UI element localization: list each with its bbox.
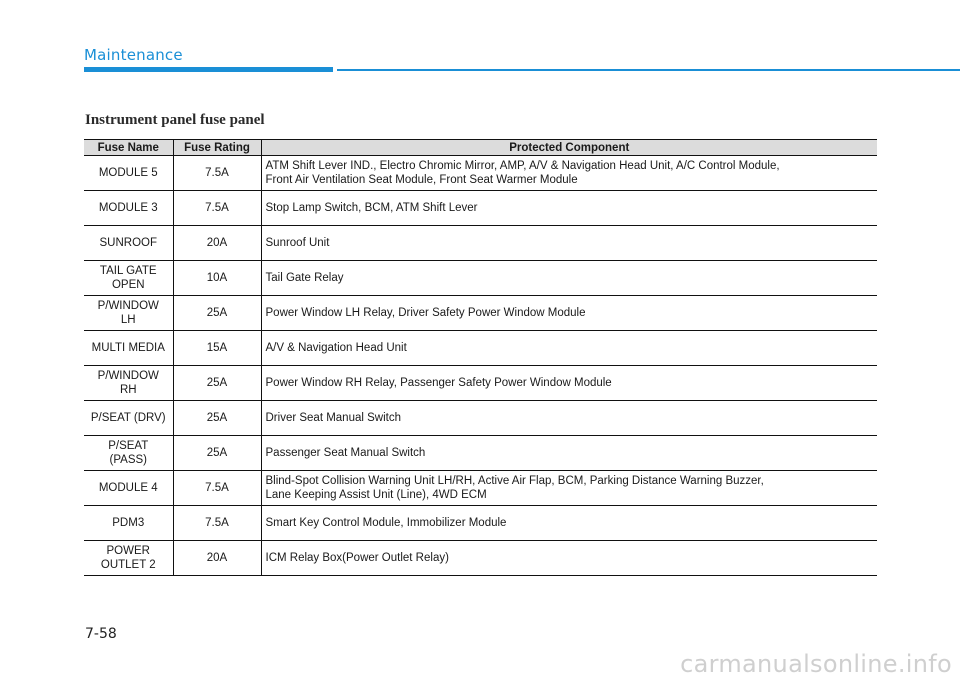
protected-component-line: Stop Lamp Switch, BCM, ATM Shift Lever xyxy=(265,202,478,214)
protected-component-line: ICM Relay Box(Power Outlet Relay) xyxy=(265,552,449,564)
fuse-name-cell xyxy=(84,331,173,366)
fuse-rating-cell: 7.5A xyxy=(173,471,261,506)
protected-component-line: Tail Gate Relay xyxy=(265,272,344,284)
protected-component-line: ATM Shift Lever IND., Electro Chromic Mirror, AMP, A/V & Navigation Head Unit, A/C Control Module, xyxy=(265,160,780,172)
fuse-name-line: RH xyxy=(119,384,137,396)
protected-component-line: Blind-Spot Collision Warning Unit LH/RH, Active Air Flap, BCM, Parking Distance Warning Buzzer, xyxy=(265,475,764,487)
protected-component-line: Front Air Ventilation Seat Module, Front Seat Warmer Module xyxy=(265,174,578,186)
fuse-name-cell xyxy=(84,366,173,401)
table-row xyxy=(84,156,877,191)
fuse-name-cell xyxy=(84,156,173,191)
protected-component-line: Power Window RH Relay, Passenger Safety Power Window Module xyxy=(265,377,612,389)
fuse-name-line: (PASS) xyxy=(109,454,147,466)
fuse-rating-cell: 20A xyxy=(173,226,261,261)
fuse-name-line: POWER xyxy=(106,545,150,557)
table-row xyxy=(84,506,877,541)
protected-component-line: Smart Key Control Module, Immobilizer Module xyxy=(265,517,507,529)
column-header: Fuse Name xyxy=(84,140,173,156)
fuse-name-line: MULTI MEDIA xyxy=(91,342,165,354)
fuse-name-cell xyxy=(84,436,173,471)
table-row xyxy=(84,436,877,471)
section-title: Maintenance xyxy=(84,46,183,64)
protected-component-cell xyxy=(261,226,877,261)
table-row xyxy=(84,541,877,576)
fuse-name-cell xyxy=(84,261,173,296)
page-title: Instrument panel fuse panel xyxy=(85,112,265,128)
table-row xyxy=(84,366,877,401)
fuse-rating-cell: 25A xyxy=(173,296,261,331)
fuse-name-line: MODULE 5 xyxy=(98,167,158,179)
table-row xyxy=(84,401,877,436)
fuse-name-cell xyxy=(84,506,173,541)
fuse-name-line: P/SEAT (DRV) xyxy=(90,412,166,424)
table-row xyxy=(84,296,877,331)
table-row xyxy=(84,471,877,506)
fuse-name-cell xyxy=(84,191,173,226)
column-header: Protected Component xyxy=(261,140,877,156)
protected-component-cell xyxy=(261,366,877,401)
fuse-name-line: OUTLET 2 xyxy=(100,559,156,571)
fuse-name-line: OPEN xyxy=(111,279,145,291)
table-row xyxy=(84,191,877,226)
fuse-name-line: P/WINDOW xyxy=(97,300,159,312)
page-number: 7-58 xyxy=(85,626,117,642)
protected-component-cell xyxy=(261,471,877,506)
protected-component-cell xyxy=(261,436,877,471)
fuse-name-line: TAIL GATE xyxy=(99,265,157,277)
fuse-name-cell xyxy=(84,471,173,506)
watermark: carmanualsonline.info xyxy=(680,650,952,678)
fuse-name-cell xyxy=(84,296,173,331)
protected-component-cell xyxy=(261,401,877,436)
fuse-rating-cell: 25A xyxy=(173,401,261,436)
table-row xyxy=(84,226,877,261)
protected-component-line: Power Window LH Relay, Driver Safety Power Window Module xyxy=(265,307,586,319)
protected-component-cell xyxy=(261,191,877,226)
fuse-table xyxy=(84,139,877,576)
protected-component-cell xyxy=(261,331,877,366)
fuse-rating-cell: 15A xyxy=(173,331,261,366)
protected-component-cell xyxy=(261,506,877,541)
fuse-name-line: SUNROOF xyxy=(99,237,157,249)
table-row xyxy=(84,331,877,366)
table-header-row xyxy=(84,140,877,156)
protected-component-cell xyxy=(261,541,877,576)
fuse-rating-cell: 25A xyxy=(173,366,261,401)
fuse-name-line: PDM3 xyxy=(112,517,145,529)
fuse-name-line: LH xyxy=(120,314,136,326)
fuse-rating-cell: 7.5A xyxy=(173,156,261,191)
header-rule-thin xyxy=(337,69,960,71)
fuse-name-line: P/WINDOW xyxy=(97,370,159,382)
protected-component-cell xyxy=(261,296,877,331)
fuse-name-cell xyxy=(84,401,173,436)
fuse-name-cell xyxy=(84,541,173,576)
protected-component-cell xyxy=(261,156,877,191)
fuse-name-line: MODULE 3 xyxy=(98,202,158,214)
table-row xyxy=(84,261,877,296)
fuse-rating-cell: 25A xyxy=(173,436,261,471)
fuse-rating-cell: 7.5A xyxy=(173,191,261,226)
fuse-name-line: P/SEAT xyxy=(108,440,149,452)
fuse-rating-cell: 10A xyxy=(173,261,261,296)
fuse-name-cell xyxy=(84,226,173,261)
fuse-name-line: MODULE 4 xyxy=(98,482,158,494)
column-header: Fuse Rating xyxy=(173,140,261,156)
fuse-rating-cell: 7.5A xyxy=(173,506,261,541)
fuse-rating-cell: 20A xyxy=(173,541,261,576)
header-rule-thick xyxy=(84,67,333,72)
protected-component-line: A/V & Navigation Head Unit xyxy=(265,342,407,354)
protected-component-line: Sunroof Unit xyxy=(265,237,330,249)
protected-component-cell xyxy=(261,261,877,296)
protected-component-line: Lane Keeping Assist Unit (Line), 4WD ECM xyxy=(265,489,487,501)
protected-component-line: Driver Seat Manual Switch xyxy=(265,412,401,424)
protected-component-line: Passenger Seat Manual Switch xyxy=(265,447,426,459)
